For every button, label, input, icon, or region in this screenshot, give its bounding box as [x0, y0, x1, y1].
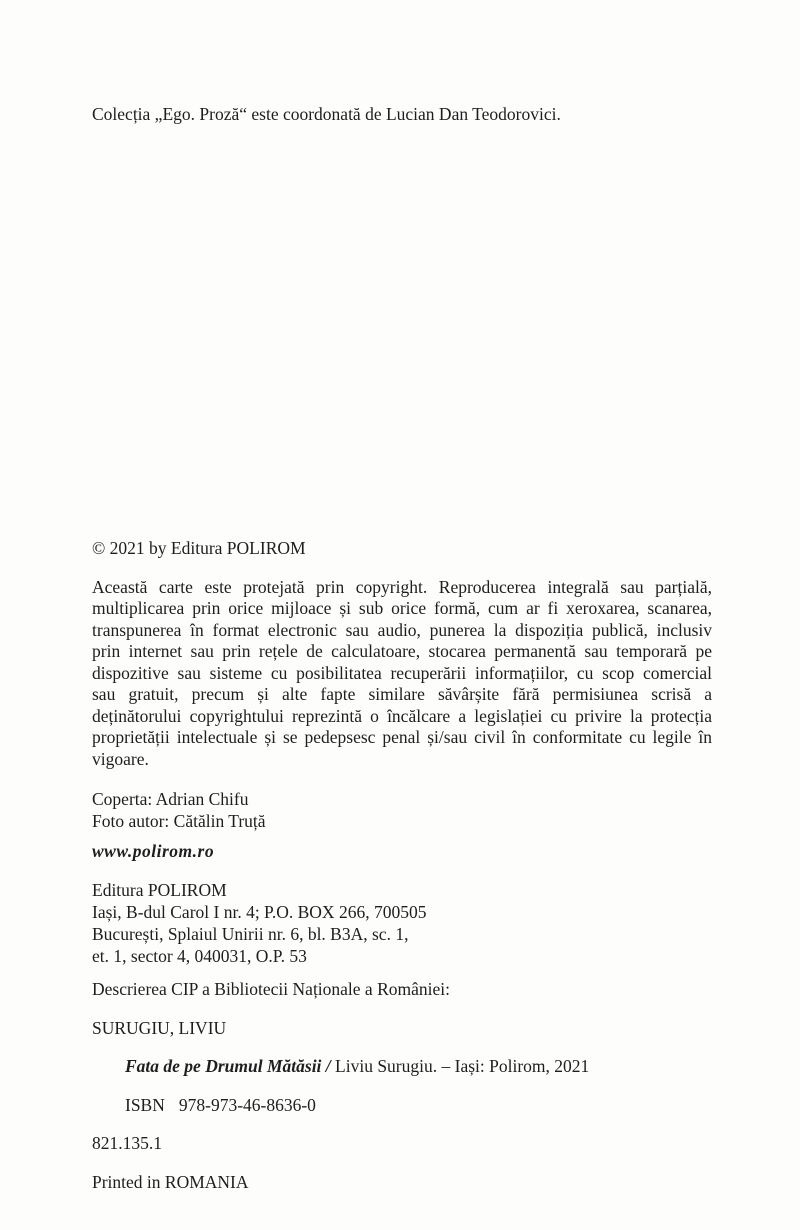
isbn-value: 978-973-46-8636-0 [178, 1094, 316, 1115]
cip-description-heading: Descrierea CIP a Bibliotecii Naționale a României: [92, 979, 450, 999]
cip-author-name: SURUGIU, LIVIU [92, 1017, 227, 1038]
copyright-notice-paragraph: Această carte este protejată prin copyright. Reproducerea integrală sau parțială, multiplicarea prin orice mijloace și sub orice formă, cum ar fi xeroxarea, scanarea, transpunerea în format electronic sau audio, punerea la dispoziția publică, inclusiv prin internet sau prin rețele de calculatoare, stocarea permanentă sau temporară pe dispozitive sau sisteme cu posibilitatea recuperării informațiilor, cu scop comercial sau gratuit, precum și alte fapte similare săvârșite fără permisiunea scrisă a deținătorului copyrightului reprezintă o încălcare a legislației cu privire la protecția proprietății intelectuale și se pedepsesc penal și/sau civil în conformitate cu legile în vigoare. [92, 576, 712, 769]
publisher-address-line: București, Splaiul Unirii nr. 6, bl. B3A, sc. 1, [92, 924, 409, 944]
colophon-content [92, 104, 712, 1210]
cip-title-line [92, 1056, 712, 1077]
publisher-website: www.polirom.ro [92, 840, 215, 861]
publisher-address-line: et. 1, sector 4, 040031, O.P. 53 [92, 946, 307, 966]
printed-in-note: Printed in ROMANIA [92, 1171, 249, 1192]
isbn-line [92, 1095, 712, 1116]
book-title: Fata de pe Drumul Mătăsii / [125, 1056, 331, 1076]
publisher-address-line: Iași, B-dul Carol I nr. 4; P.O. BOX 266, 700505 [92, 902, 427, 922]
cip-title-rest: Liviu Surugiu. – Iași: Polirom, 2021 [330, 1056, 590, 1076]
publisher-name: Editura POLIROM [92, 880, 227, 900]
credits-block [92, 788, 712, 832]
publisher-address-block [92, 879, 712, 967]
series-coordinator-note: Colecția „Ego. Proză“ este coordonată de Lucian Dan Teodorovici. [92, 104, 561, 124]
cover-credit: Coperta: Adrian Chifu [92, 788, 249, 809]
isbn-label: ISBN [125, 1094, 165, 1115]
author-photo-credit: Foto autor: Cătălin Truță [92, 810, 266, 831]
copyright-line: © 2021 by Editura POLIROM [92, 538, 306, 558]
udc-classification-number: 821.135.1 [92, 1133, 162, 1153]
